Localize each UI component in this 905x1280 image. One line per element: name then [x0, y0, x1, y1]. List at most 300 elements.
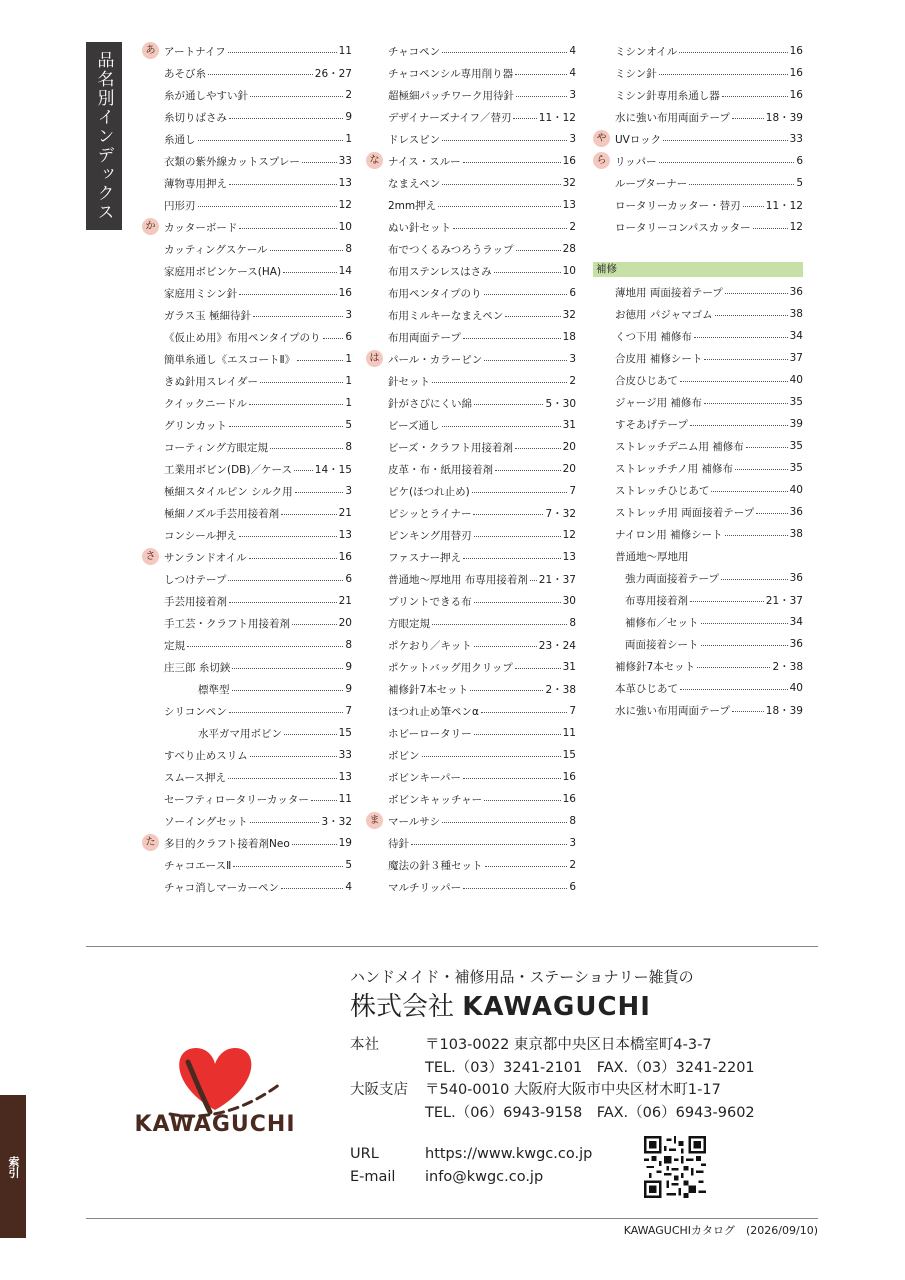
osaka-address: 〒540-0010 大阪府大阪市中央区材木町1-17	[425, 1082, 721, 1098]
leader-dots	[484, 800, 560, 801]
index-entry-name: ミシン針専用糸通し器	[615, 89, 720, 102]
index-entry-page: 39	[789, 418, 803, 430]
index-section	[366, 810, 576, 898]
index-entry-page: 12	[338, 199, 352, 211]
index-entry-name: 簡単糸通し《エスコートⅡ》	[164, 353, 296, 366]
leader-dots	[474, 536, 561, 537]
index-entry-name: ホビーロータリー	[388, 727, 472, 740]
leader-dots	[481, 712, 567, 713]
index-entry	[366, 436, 576, 458]
index-entry-name: 薄物専用押え	[164, 177, 227, 190]
qr-code-icon	[644, 1136, 706, 1198]
leader-dots	[232, 668, 343, 669]
leader-dots	[701, 645, 788, 646]
index-entry-page: 2	[569, 859, 576, 871]
index-entry	[142, 590, 352, 612]
index-entry-name: 多目的クラフト接着剤Neo	[164, 837, 290, 850]
leader-dots	[725, 535, 788, 536]
index-entry-page: 34	[789, 330, 803, 342]
index-entry-name: シリコンペン	[164, 705, 227, 718]
index-entry-page: 16	[562, 155, 576, 167]
leader-dots	[232, 690, 344, 691]
side-tab-label: 索引	[7, 1155, 20, 1178]
leader-dots	[442, 52, 567, 53]
index-entry	[366, 700, 576, 722]
index-entry	[366, 414, 576, 436]
index-entry	[593, 216, 803, 238]
index-entry-page: 11	[562, 727, 576, 739]
index-entry-page: 8	[345, 441, 352, 453]
index-entry	[593, 62, 803, 84]
email-link[interactable]: info@kwgc.co.jp	[425, 1169, 544, 1185]
leader-dots	[250, 756, 337, 757]
index-entry-name: マルチリッパー	[388, 881, 462, 894]
index-entry	[366, 656, 576, 678]
kana-badge: は	[366, 350, 383, 367]
index-entry	[366, 260, 576, 282]
index-entry-page: 4	[569, 45, 576, 57]
leader-dots	[228, 52, 337, 53]
footer-divider-bottom	[86, 1218, 818, 1219]
index-entry	[593, 40, 803, 62]
index-entry-name: 補修針7本セット	[388, 683, 469, 696]
index-entry-name: 糸通し	[164, 133, 196, 146]
index-entry-name: 円形刃	[164, 199, 196, 212]
leader-dots	[270, 250, 344, 251]
leader-dots	[229, 118, 343, 119]
index-entry	[593, 281, 803, 303]
index-entry	[142, 84, 352, 106]
index-entry-page: 16	[562, 793, 576, 805]
kana-badge: さ	[142, 548, 159, 565]
index-entry-page: 5	[345, 859, 352, 871]
index-entry-name: なまえペン	[388, 177, 441, 190]
index-entry-page: 35	[789, 440, 803, 452]
index-entry	[593, 325, 803, 347]
index-entry-name: 2mm押え	[388, 199, 437, 212]
leader-dots	[422, 756, 561, 757]
index-section	[142, 216, 352, 546]
leader-dots	[515, 74, 567, 75]
leader-dots	[463, 338, 561, 339]
index-entry-name: 手芸用接着剤	[164, 595, 227, 608]
index-entry-page: 33	[338, 749, 352, 761]
index-entry-name: 布用ミルキーなまえペン	[388, 309, 504, 322]
leader-dots	[442, 184, 560, 185]
leader-dots	[239, 536, 337, 537]
index-entry-page: 1	[345, 133, 352, 145]
index-entry-page: 16	[789, 89, 803, 101]
index-entry-page: 9	[345, 683, 352, 695]
index-entry-page: 13	[562, 199, 576, 211]
leader-dots	[485, 866, 568, 867]
index-entry-page: 18	[562, 331, 576, 343]
index-entry	[142, 700, 352, 722]
index-entry	[593, 677, 803, 699]
leader-dots	[198, 206, 337, 207]
index-entry-page: 2	[345, 89, 352, 101]
company-tagline: ハンドメイド・補修用品・ステーショナリー雑貨の	[350, 968, 694, 986]
index-entry-page: 35	[789, 396, 803, 408]
index-entry	[593, 391, 803, 413]
index-entry-page: 18・39	[765, 111, 803, 124]
index-entry-page: 3	[569, 837, 576, 849]
leader-dots	[722, 96, 788, 97]
index-entry	[142, 62, 352, 84]
index-entry-name: 水平ガマ用ボビン	[198, 727, 282, 740]
index-entry-name: 補修針7本セット	[615, 660, 696, 673]
index-entry-name: すそあげテープ	[615, 418, 688, 431]
index-entry-page: 11	[338, 793, 352, 805]
leader-dots	[515, 448, 561, 449]
index-entry	[366, 590, 576, 612]
leader-dots	[432, 624, 567, 625]
index-entry-page: 12	[562, 529, 576, 541]
leader-dots	[704, 403, 788, 404]
leader-dots	[474, 404, 543, 405]
index-entry-page: 16	[562, 771, 576, 783]
index-section	[142, 832, 352, 898]
index-entry-name: 針がさびにくい綿	[388, 397, 472, 410]
index-section	[366, 150, 576, 348]
index-entry	[593, 479, 803, 501]
index-entry-page: 1	[345, 397, 352, 409]
index-entry-name: パール・カラーピン	[388, 353, 483, 366]
leader-dots	[228, 580, 343, 581]
leader-dots	[694, 337, 788, 338]
index-entry-page: 1	[345, 375, 352, 387]
index-entry-name: ソーイングセット	[164, 815, 248, 828]
leader-dots	[297, 360, 343, 361]
leader-dots	[743, 206, 764, 207]
index-entry-name: くつ下用 補修布	[615, 330, 692, 343]
index-entry-name: 工業用ボビン(DB)／ケース	[164, 463, 292, 476]
leader-dots	[474, 646, 537, 647]
leader-dots	[438, 206, 560, 207]
index-entry-name: あそび糸	[164, 67, 206, 80]
leader-dots	[679, 52, 787, 53]
index-entry-name: 家庭用ボビンケース(HA)	[164, 265, 282, 278]
leader-dots	[281, 888, 343, 889]
kana-badge: か	[142, 218, 159, 235]
index-entry	[366, 282, 576, 304]
leader-dots	[721, 579, 788, 580]
index-entry	[142, 634, 352, 656]
kana-badge: や	[593, 130, 610, 147]
index-entry-page: 4	[345, 881, 352, 893]
index-column-3	[593, 40, 803, 721]
index-entry	[142, 788, 352, 810]
leader-dots	[472, 492, 568, 493]
leader-dots	[295, 492, 344, 493]
index-entry	[366, 678, 576, 700]
index-entry-name: ほつれ止め筆ペンα	[388, 705, 479, 718]
index-entry-page: 8	[345, 243, 352, 255]
index-entry-name: ストレッチデニム用 補修布	[615, 440, 744, 453]
leader-dots	[239, 294, 336, 295]
index-entry-name: ピシッとライナー	[388, 507, 472, 520]
index-entry-name: ビーズ通し	[388, 419, 440, 432]
index-entry-name: 水に強い布用両面テープ	[615, 704, 730, 717]
index-entry	[593, 194, 803, 216]
index-entry	[366, 348, 576, 370]
index-entry	[593, 150, 803, 172]
index-entry-name: ストレッチチノ用 補修布	[615, 462, 733, 475]
index-entry-page: 6	[345, 573, 352, 585]
leader-dots	[187, 646, 343, 647]
leader-dots	[680, 381, 788, 382]
index-entry-page: 40	[789, 682, 803, 694]
index-entry-page: 31	[562, 661, 576, 673]
company-name-brand: KAWAGUCHI	[462, 992, 651, 1022]
index-entry-page: 18・39	[765, 704, 803, 717]
index-entry-page: 10	[338, 221, 352, 233]
index-entry-name: 布用ステンレスはさみ	[388, 265, 492, 278]
index-entry	[366, 458, 576, 480]
index-entry	[593, 699, 803, 721]
index-entry-name: ボビン	[388, 749, 420, 762]
index-section	[366, 40, 576, 150]
leader-dots	[229, 602, 337, 603]
hq-label: 本社	[350, 1037, 379, 1053]
leader-dots	[516, 96, 567, 97]
index-entry-page: 33	[789, 133, 803, 145]
index-entry	[142, 744, 352, 766]
index-entry	[366, 150, 576, 172]
index-entry-name: 両面接着シート	[625, 638, 699, 651]
index-entry-page: 13	[338, 529, 352, 541]
index-entry	[366, 128, 576, 150]
index-entry-page: 7	[345, 705, 352, 717]
leader-dots	[516, 250, 561, 251]
leader-dots	[233, 866, 343, 867]
leader-dots	[680, 689, 788, 690]
index-entry-name: 糸切りばさみ	[164, 111, 227, 124]
index-entry	[142, 656, 352, 678]
leader-dots	[732, 711, 764, 712]
index-entry	[142, 502, 352, 524]
leader-dots	[697, 667, 770, 668]
index-entry-name: 水に強い布用両面テープ	[615, 111, 730, 124]
index-entry	[593, 172, 803, 194]
index-entry-name: カッティングスケール	[164, 243, 268, 256]
index-entry	[593, 633, 803, 655]
index-entry-name: 本革ひじあて	[615, 682, 678, 695]
index-entry-page: 16	[789, 45, 803, 57]
index-entry-name: 布専用接着剤	[625, 594, 688, 607]
index-entry	[593, 347, 803, 369]
index-entry-name: クイックニードル	[164, 397, 248, 410]
index-entry-page: 35	[789, 462, 803, 474]
index-entry-name: 極細スタイルピン シルク用	[164, 485, 293, 498]
index-entry-page: 32	[562, 309, 576, 321]
index-entry-page: 5	[345, 419, 352, 431]
url-link[interactable]: https://www.kwgc.co.jp	[425, 1146, 593, 1162]
index-entry	[142, 810, 352, 832]
index-entry	[366, 612, 576, 634]
leader-dots	[513, 118, 536, 119]
index-entry-name: マールサシ	[388, 815, 441, 828]
index-entry	[366, 546, 576, 568]
index-section	[593, 40, 803, 128]
leader-dots	[250, 822, 320, 823]
leader-dots	[484, 294, 568, 295]
index-entry-name: 布用ペンタイプのり	[388, 287, 482, 300]
index-entry-name: 皮革・布・紙用接着剤	[388, 463, 493, 476]
index-entry-page: 16	[338, 287, 352, 299]
hq-phone: TEL.（03）3241-2101 FAX.（03）3241-2201	[425, 1060, 755, 1076]
leader-dots	[453, 228, 567, 229]
index-entry-page: 20	[338, 617, 352, 629]
index-entry-name: 布でつくるみつろうラップ	[388, 243, 514, 256]
index-section	[593, 128, 803, 150]
index-section	[142, 546, 352, 832]
index-entry-name: ミシンオイル	[615, 45, 678, 58]
index-entry-page: 9	[345, 661, 352, 673]
index-entry-name: ガラス玉 極細待針	[164, 309, 252, 322]
url-label: URL	[350, 1146, 379, 1162]
index-entry-page: 36	[789, 638, 803, 650]
index-section	[366, 348, 576, 810]
leader-dots	[442, 140, 567, 141]
index-entry	[142, 348, 352, 370]
leader-dots	[198, 140, 344, 141]
index-entry	[366, 524, 576, 546]
index-entry	[366, 304, 576, 326]
index-entry-page: 13	[562, 551, 576, 563]
index-entry	[142, 304, 352, 326]
index-entry-page: 5・30	[545, 397, 576, 410]
leader-dots	[689, 184, 794, 185]
hoshu-section-heading: 補修	[593, 262, 803, 277]
index-entry	[366, 502, 576, 524]
index-entry-page: 21・37	[765, 594, 803, 607]
index-entry	[366, 854, 576, 876]
leader-dots	[302, 162, 337, 163]
index-entry-page: 36	[789, 506, 803, 518]
index-entry-page: 6	[345, 331, 352, 343]
index-entry	[593, 84, 803, 106]
index-entry-page: 3・32	[321, 815, 352, 828]
leader-dots	[442, 426, 561, 427]
leader-dots	[470, 690, 543, 691]
index-entry-page: 36	[789, 572, 803, 584]
index-entry	[593, 369, 803, 391]
index-entry-name: プリントできる布	[388, 595, 472, 608]
index-entry-page: 6	[569, 881, 576, 893]
index-entry-name: ボビンキャッチャー	[388, 793, 483, 806]
index-entry	[366, 370, 576, 392]
index-entry	[593, 589, 803, 611]
index-entry-page: 4	[569, 67, 576, 79]
index-entry	[142, 282, 352, 304]
index-entry	[142, 876, 352, 898]
index-entry-page: 9	[345, 111, 352, 123]
index-entry-page: 14	[338, 265, 352, 277]
leader-dots	[474, 602, 561, 603]
index-entry-name: チャコエースⅡ	[164, 859, 232, 872]
index-entry	[142, 722, 352, 744]
index-entry-page: 26・27	[314, 67, 352, 80]
index-entry-page: 14・15	[314, 463, 352, 476]
index-side-tab[interactable]	[0, 1095, 26, 1238]
index-entry	[366, 62, 576, 84]
index-entry	[593, 413, 803, 435]
index-entry-name: 手工芸・クラフト用接着剤	[164, 617, 290, 630]
index-entry-name: 糸が通しやすい針	[164, 89, 248, 102]
leader-dots	[495, 470, 561, 471]
leader-dots	[505, 316, 560, 317]
leader-dots	[711, 491, 787, 492]
leader-dots	[260, 382, 343, 383]
footer-divider-top	[86, 946, 818, 947]
company-name	[350, 986, 651, 1023]
index-column-3-main	[593, 40, 803, 238]
leader-dots	[292, 624, 337, 625]
index-entry-page: 31	[562, 419, 576, 431]
index-entry-page: 3	[345, 309, 352, 321]
index-entry-name: UVロック	[615, 133, 662, 146]
leader-dots	[704, 359, 787, 360]
leader-dots	[229, 184, 337, 185]
kana-badge: ら	[593, 152, 610, 169]
leader-dots	[663, 140, 787, 141]
leader-dots	[701, 623, 788, 624]
index-entry-name: ストレッチひじあて	[615, 484, 710, 497]
index-entry	[142, 854, 352, 876]
index-entry-name: ドレスピン	[388, 133, 441, 146]
index-entry-name: 庄三郎 糸切鋏	[164, 661, 231, 674]
index-entry-name: 標準型	[198, 683, 230, 696]
index-entry	[593, 106, 803, 128]
index-entry-page: 8	[569, 815, 576, 827]
leader-dots	[292, 844, 337, 845]
leader-dots	[725, 293, 788, 294]
index-entry-name: チャコペンシル専用削り器	[388, 67, 514, 80]
index-entry-page: 19	[338, 837, 352, 849]
index-entry-name: お徳用 パジャマゴム	[615, 308, 713, 321]
index-entry-page: 11	[338, 45, 352, 57]
index-entry	[593, 303, 803, 325]
index-entry-page: 15	[338, 727, 352, 739]
index-entry-page: 6	[796, 155, 803, 167]
index-entry	[366, 326, 576, 348]
index-entry	[366, 106, 576, 128]
index-entry	[366, 766, 576, 788]
index-entry-page: 16	[338, 551, 352, 563]
index-entry	[593, 128, 803, 150]
leader-dots	[294, 470, 313, 471]
index-entry	[142, 370, 352, 392]
index-entry	[142, 546, 352, 568]
index-entry-name: 普通地～厚地用	[615, 550, 689, 563]
index-entry-page: 21・37	[538, 573, 576, 586]
email-label: E-mail	[350, 1169, 396, 1185]
leader-dots	[732, 118, 764, 119]
index-column-2	[366, 40, 576, 898]
index-section	[142, 40, 352, 216]
leader-dots	[753, 228, 788, 229]
index-entry	[366, 634, 576, 656]
index-entry-page: 30	[562, 595, 576, 607]
index-entry-page: 13	[338, 771, 352, 783]
index-entry	[366, 194, 576, 216]
index-entry	[593, 655, 803, 677]
index-entry-page: 40	[789, 374, 803, 386]
index-entry-name: ナイス・スルー	[388, 155, 461, 168]
index-entry-page: 5	[796, 177, 803, 189]
company-name-prefix: 株式会社	[350, 992, 455, 1022]
